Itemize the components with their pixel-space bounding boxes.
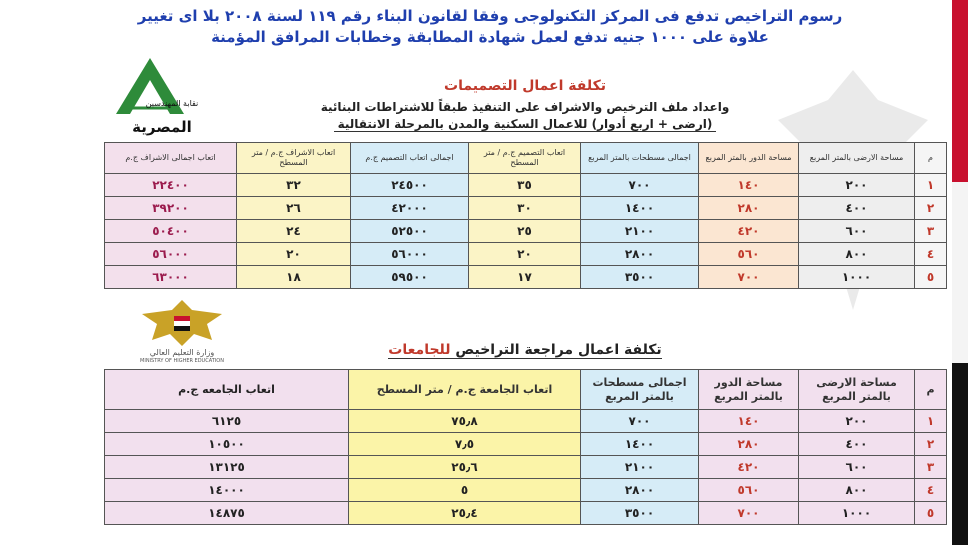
cell-floor-area: ٤٢٠: [699, 220, 799, 243]
cell-design-rate: ٢٠: [469, 243, 581, 266]
cell-index: ٢: [915, 433, 947, 456]
cell-total-area: ١٤٠٠: [581, 197, 699, 220]
cell-index: ٢: [915, 197, 947, 220]
table1-header-row: [105, 143, 947, 174]
university-review-cost-table: [104, 369, 947, 525]
cell-floor-area: ٢٨٠: [699, 197, 799, 220]
table-row: [105, 456, 947, 479]
table1-subtitle-2: [250, 117, 800, 131]
ministry-logo: [112, 296, 252, 366]
syndicate-name: نقابة المهندسين: [145, 99, 199, 108]
table-row: [105, 220, 947, 243]
cell-total-area: ٢١٠٠: [581, 456, 699, 479]
cell-university-fee: ٦١٢٥: [105, 410, 349, 433]
cell-index: ٣: [915, 220, 947, 243]
cell-floor-area: ١٤٠: [699, 410, 799, 433]
cell-design-total: ٤٢٠٠٠: [351, 197, 469, 220]
cell-index: ٤: [915, 243, 947, 266]
cell-supervision-total: ٢٢٤٠٠: [105, 174, 237, 197]
cell-index: ٥: [915, 266, 947, 289]
table1-title: تكلفة اعمال التصميمات: [444, 78, 606, 94]
cell-total-area: ٣٥٠٠: [581, 502, 699, 525]
cell-supervision-rate: ٣٢: [237, 174, 351, 197]
cell-university-rate: ٧٥٫٨: [349, 410, 581, 433]
table-row: [105, 197, 947, 220]
cell-land-area: ٨٠٠: [799, 243, 915, 266]
egypt-flag-stripe: [952, 0, 968, 545]
cell-index: ١: [915, 410, 947, 433]
cell-land-area: ٤٠٠: [799, 433, 915, 456]
cell-design-total: ٢٤٥٠٠: [351, 174, 469, 197]
cell-total-area: ٢٨٠٠: [581, 243, 699, 266]
cell-university-rate: ٢٥٫٦: [349, 456, 581, 479]
table1-subtitle-1: واعداد ملف الترخيص والاشراف على التنفيذ طبقاً للاشتراطات البنائية: [320, 100, 730, 114]
cell-design-rate: ٢٥: [469, 220, 581, 243]
cell-floor-area: ٧٠٠: [699, 502, 799, 525]
table-row: [105, 410, 947, 433]
table2-header-row: [105, 370, 947, 410]
table1-subtitle-2-text: (ارضى + اربع أدوار) للاعمال السكنية والمدن بالمرحلة الانتقالية: [334, 117, 717, 132]
cell-university-fee: ١٤٠٠٠: [105, 479, 349, 502]
cell-university-fee: ١٣١٢٥: [105, 456, 349, 479]
cell-land-area: ٤٠٠: [799, 197, 915, 220]
cell-land-area: ٦٠٠: [799, 456, 915, 479]
table2-title-main: تكلفة اعمال مراجعة التراخيص: [450, 342, 662, 358]
table-row: [105, 433, 947, 456]
heading-line-2: علاوة على ١٠٠٠ جنيه تدفع لعمل شهادة المطابقة وخطابات المرافق المؤمنة: [211, 28, 769, 46]
cell-index: ٣: [915, 456, 947, 479]
header-land-area: مساحة الارضى بالمتر المربع: [799, 143, 915, 174]
cell-supervision-rate: ١٨: [237, 266, 351, 289]
flag-white-stripe: [952, 182, 968, 363]
cell-land-area: ١٠٠٠: [799, 502, 915, 525]
header-supervision-total: اتعاب اجمالى الاشراف ج.م: [105, 143, 237, 174]
header-floor-area: مساحة الدور بالمتر المربع: [699, 143, 799, 174]
cell-design-total: ٥٩٥٠٠: [351, 266, 469, 289]
cell-design-rate: ١٧: [469, 266, 581, 289]
table-row: [105, 243, 947, 266]
cell-index: ١: [915, 174, 947, 197]
cell-total-area: ١٤٠٠: [581, 433, 699, 456]
header-total-area: اجمالى مسطحات بالمتر المربع: [581, 143, 699, 174]
table-row: [105, 266, 947, 289]
cell-land-area: ٨٠٠: [799, 479, 915, 502]
cell-university-rate: ٢٥٫٤: [349, 502, 581, 525]
syndicate-name-2: المصرية: [132, 118, 192, 136]
cell-design-rate: ٣٠: [469, 197, 581, 220]
cell-land-area: ١٠٠٠: [799, 266, 915, 289]
cell-land-area: ٢٠٠: [799, 410, 915, 433]
cell-floor-area: ٢٨٠: [699, 433, 799, 456]
cell-university-rate: ٥: [349, 479, 581, 502]
table-row: [105, 502, 947, 525]
cell-index: ٥: [915, 502, 947, 525]
syndicate-triangle-icon: [112, 56, 212, 140]
design-cost-table: [104, 142, 947, 289]
cell-university-fee: ١٤٨٧٥: [105, 502, 349, 525]
table-row: [105, 479, 947, 502]
header-university-fee: اتعاب الجامعه ج.م: [105, 370, 349, 410]
cell-supervision-total: ٣٩٢٠٠: [105, 197, 237, 220]
header-index: م: [915, 370, 947, 410]
ministry-name: وزارة التعليم العالي: [149, 348, 215, 357]
cell-floor-area: ٥٦٠: [699, 243, 799, 266]
cell-floor-area: ٤٢٠: [699, 456, 799, 479]
cell-supervision-total: ٥٠٤٠٠: [105, 220, 237, 243]
header-supervision-rate: اتعاب الاشراف ج.م / متر المسطح: [237, 143, 351, 174]
flag-red-stripe: [952, 0, 968, 182]
cell-design-rate: ٣٥: [469, 174, 581, 197]
cell-index: ٤: [915, 479, 947, 502]
cell-land-area: ٦٠٠: [799, 220, 915, 243]
table2-title: [300, 342, 750, 358]
cell-university-rate: ٧٫٥: [349, 433, 581, 456]
cell-total-area: ٢٨٠٠: [581, 479, 699, 502]
eagle-emblem-icon: [112, 296, 252, 348]
heading-line-1: رسوم التراخيص تدفع فى المركز التكنولوجى وفقا لقانون البناء رقم ١١٩ لسنة ٢٠٠٨ بلا اى تغيير: [137, 7, 843, 25]
cell-design-total: ٥٢٥٠٠: [351, 220, 469, 243]
cell-supervision-total: ٦٣٠٠٠: [105, 266, 237, 289]
header-university-rate: اتعاب الجامعة ج.م / متر المسطح: [349, 370, 581, 410]
cell-total-area: ٧٠٠: [581, 410, 699, 433]
page-heading: [60, 6, 920, 48]
cell-design-total: ٥٦٠٠٠: [351, 243, 469, 266]
header-land-area: مساحة الارضى بالمتر المربع: [799, 370, 915, 410]
header-design-rate: اتعاب التصميم ج.م / متر المسطح: [469, 143, 581, 174]
engineers-syndicate-logo: [112, 56, 212, 140]
cell-supervision-rate: ٢٠: [237, 243, 351, 266]
header-floor-area: مساحة الدور بالمتر المربع: [699, 370, 799, 410]
cell-total-area: ٧٠٠: [581, 174, 699, 197]
cell-floor-area: ٥٦٠: [699, 479, 799, 502]
table2-title-highlight: للجامعات: [388, 342, 451, 358]
header-design-total: اجمالى اتعاب التصميم ج.م: [351, 143, 469, 174]
table-row: [105, 174, 947, 197]
cell-land-area: ٢٠٠: [799, 174, 915, 197]
ministry-name-en: MINISTRY OF HIGHER EDUCATION: [140, 358, 224, 364]
cell-supervision-total: ٥٦٠٠٠: [105, 243, 237, 266]
cell-university-fee: ١٠٥٠٠: [105, 433, 349, 456]
cell-total-area: ٣٥٠٠: [581, 266, 699, 289]
cell-supervision-rate: ٢٦: [237, 197, 351, 220]
header-index: م: [915, 143, 947, 174]
cell-supervision-rate: ٢٤: [237, 220, 351, 243]
cell-total-area: ٢١٠٠: [581, 220, 699, 243]
cell-floor-area: ١٤٠: [699, 174, 799, 197]
header-total-area: اجمالى مسطحات بالمتر المربع: [581, 370, 699, 410]
flag-black-stripe: [952, 363, 968, 545]
cell-floor-area: ٧٠٠: [699, 266, 799, 289]
